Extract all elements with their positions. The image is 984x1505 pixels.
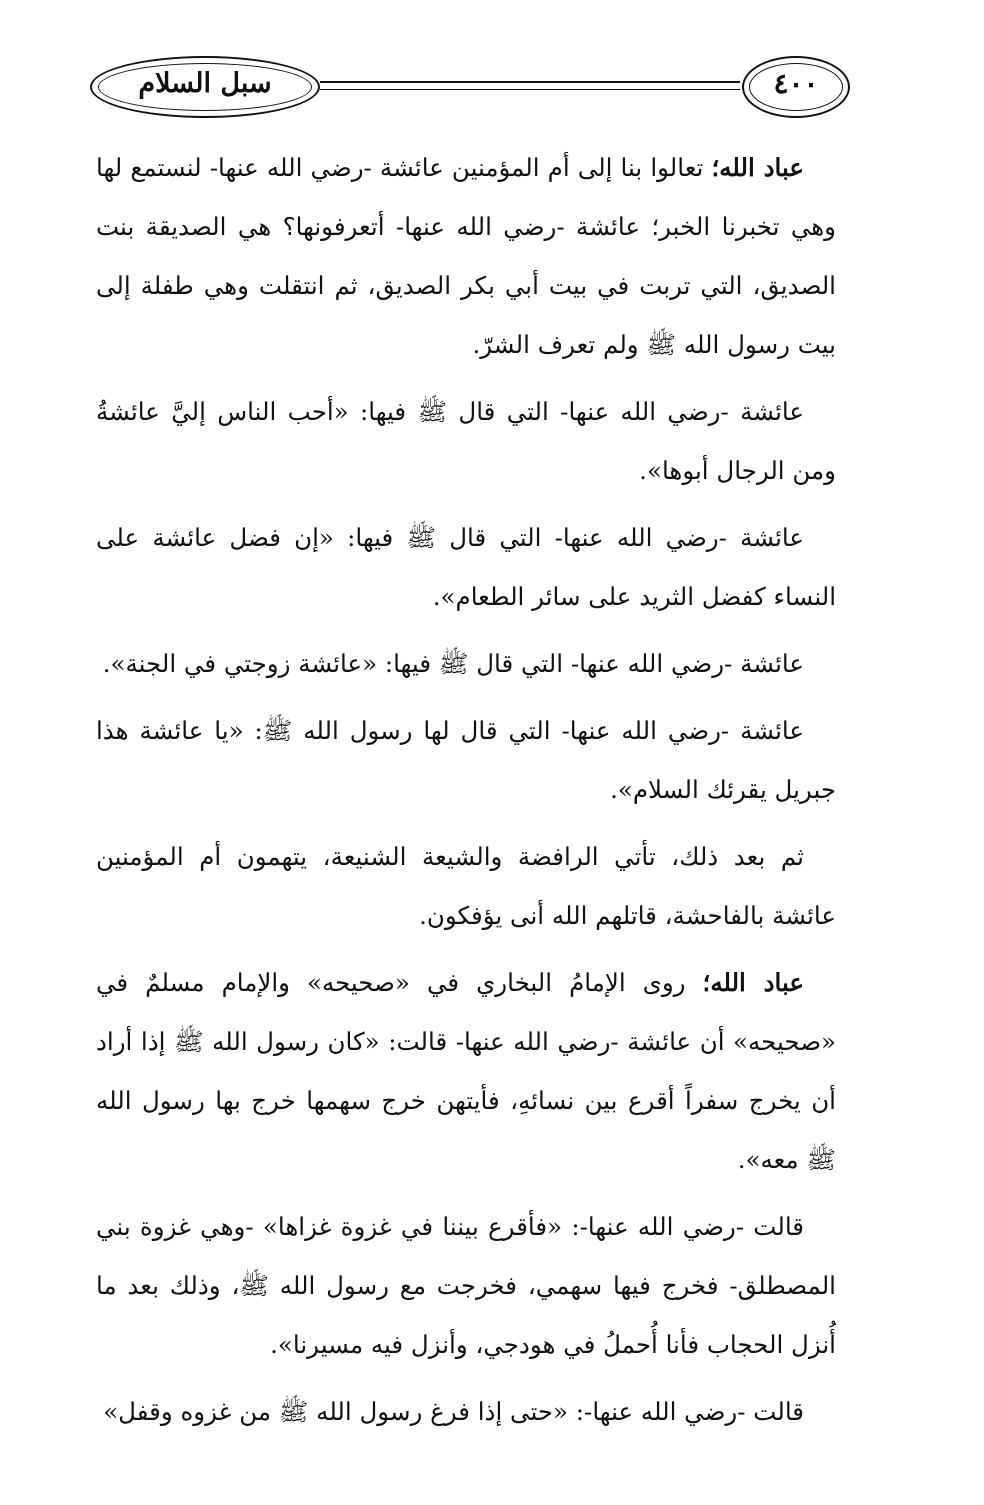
- paragraph-text: تعالوا بنا إلى أم المؤمنين عائشة -رضي الله عنها- لنستمع لها وهي تخبرنا الخبر؛ عائشة -رضي الله عنها- أتعرفونها؟ هي الصديقة بنت الصديق، التي تربت في بيت أبي بكر الصديق، ثم انتقلت وهي طفلة إلى بيت رسول الله ﷺ ولم تعرف الشرّ.: [96, 153, 836, 359]
- paragraph-lead: عباد الله؛: [711, 153, 804, 182]
- paragraph: [96, 634, 836, 693]
- page-number: ٤٠٠: [773, 67, 819, 100]
- paragraph-text: قالت -رضي الله عنها-: «فأقرع بيننا في غزوة غزاها» -وهي غزوة بني المصطلق- فخرج فيها سهمي، فخرجت مع رسول الله ﷺ، وذلك بعد ما أُنزل الحجاب فأنا أُحملُ في هودجي، وأنزل فيه مسيرنا».: [96, 1212, 836, 1359]
- paragraph: [96, 1197, 836, 1374]
- paragraph-lead: عباد الله؛: [702, 968, 804, 997]
- paragraph: [96, 138, 836, 374]
- page-header: [90, 52, 850, 124]
- paragraph: [96, 953, 836, 1189]
- paragraph-text: ثم بعد ذلك، تأتي الرافضة والشيعة الشنيعة، يتهمون أم المؤمنين عائشة بالفاحشة، قاتلهم الله أنى يؤفكون.: [96, 842, 836, 930]
- page-number-frame: [742, 56, 850, 118]
- paragraph-text: قالت -رضي الله عنها-: «حتى إذا فرغ رسول الله ﷺ من غزوه وقفل»: [103, 1397, 804, 1426]
- header-rule: [320, 81, 740, 83]
- title-frame: [90, 56, 320, 118]
- body-text: [96, 138, 836, 1449]
- paragraph: [96, 827, 836, 945]
- header-rule-thin: [320, 89, 740, 90]
- paragraph-text: عائشة -رضي الله عنها- التي قال ﷺ فيها: «أحب الناس إليَّ عائشةُ ومن الرجال أبوها».: [96, 397, 836, 485]
- book-title: سبل السلام: [138, 68, 272, 99]
- paragraph-text: عائشة -رضي الله عنها- التي قال ﷺ فيها: «إن فضل عائشة على النساء كفضل الثريد على سائر الطعام».: [96, 523, 836, 611]
- paragraph: [96, 701, 836, 819]
- paragraph-text: روى الإمامُ البخاري في «صحيحه» والإمام مسلمٌ في «صحيحه» أن عائشة -رضي الله عنها- قالت: «كان رسول الله ﷺ إذا أراد أن يخرج سفراً أقرع بين نسائهِ، فأيتهن خرج سهمها خرج بها رسول الله ﷺ معه».: [96, 968, 836, 1174]
- paragraph: [96, 382, 836, 500]
- paragraph-text: عائشة -رضي الله عنها- التي قال لها رسول الله ﷺ: «يا عائشة هذا جبريل يقرئك السلام».: [96, 716, 836, 804]
- paragraph: [96, 1382, 836, 1441]
- paragraph-text: عائشة -رضي الله عنها- التي قال ﷺ فيها: «عائشة زوجتي في الجنة».: [102, 649, 804, 678]
- paragraph: [96, 508, 836, 626]
